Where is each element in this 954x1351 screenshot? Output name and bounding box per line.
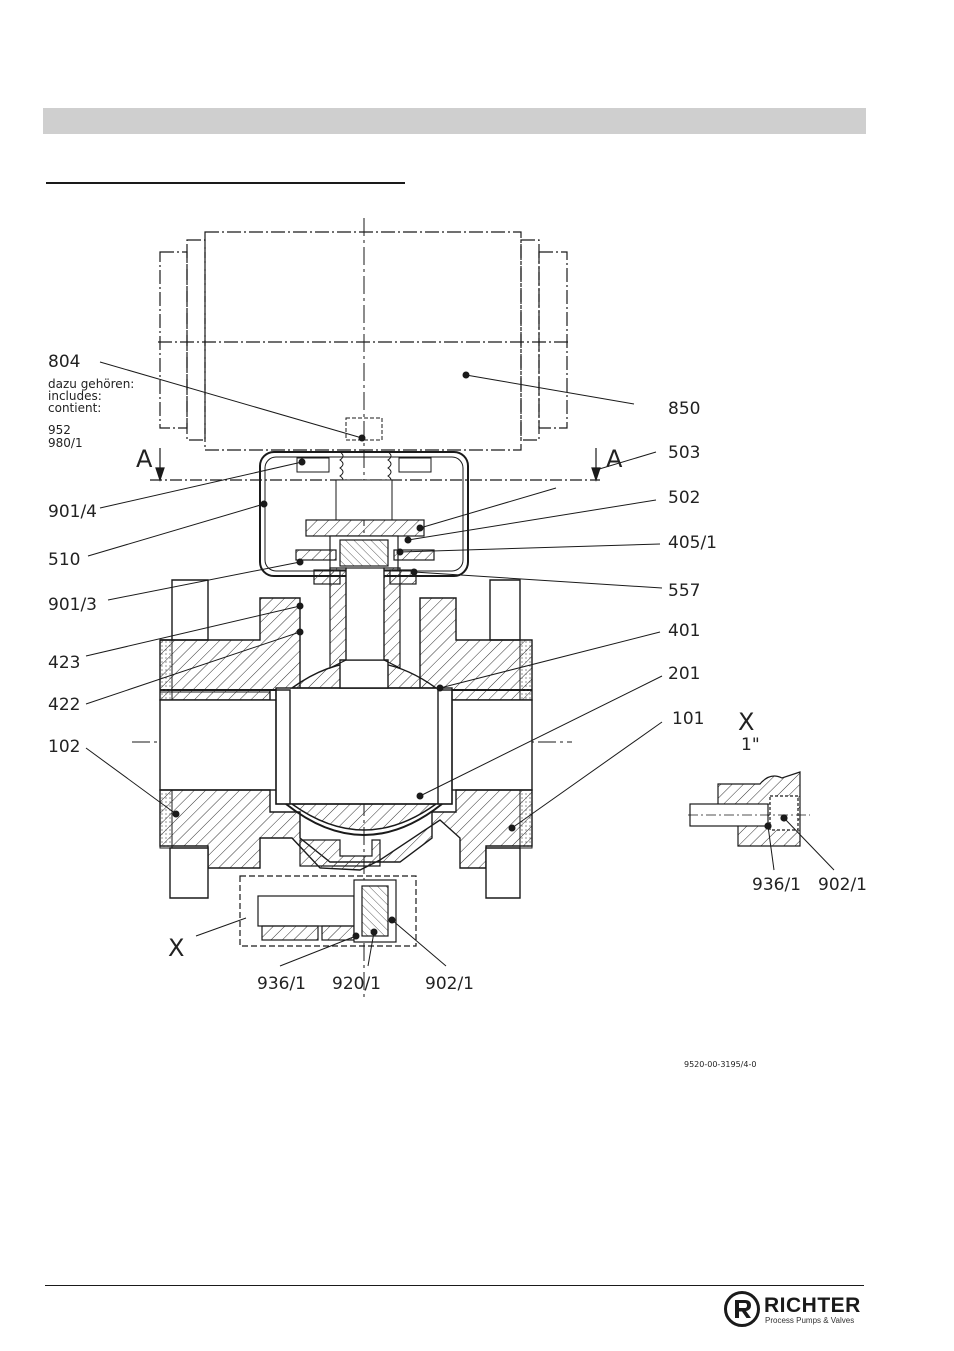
label-936-1-detail: 936/1 xyxy=(752,875,801,895)
label-902-1-detail: 902/1 xyxy=(818,875,867,895)
ball xyxy=(276,660,452,835)
label-422: 422 xyxy=(48,695,81,715)
label-401: 401 xyxy=(668,621,701,641)
label-detail-x-title: X xyxy=(738,708,755,736)
label-980-1: 980/1 xyxy=(48,436,83,450)
label-102: 102 xyxy=(48,737,81,757)
label-includes-fr: contient: xyxy=(48,401,102,415)
actuator-outline xyxy=(158,232,568,450)
label-901-4: 901/4 xyxy=(48,502,97,522)
footer-rule xyxy=(45,1285,864,1286)
label-936-1-bottom: 936/1 xyxy=(257,974,306,994)
label-101: 101 xyxy=(672,709,705,729)
richter-logo xyxy=(724,1290,864,1328)
label-502: 502 xyxy=(668,488,701,508)
label-804: 804 xyxy=(48,352,81,372)
label-section-a-left: A xyxy=(136,445,153,473)
label-includes-de: dazu gehören: xyxy=(48,377,135,391)
label-includes-en: includes: xyxy=(48,389,102,403)
label-850: 850 xyxy=(668,399,701,419)
label-901-3: 901/3 xyxy=(48,595,97,615)
drawing-number: 9520-00-3195/4-0 xyxy=(684,1060,757,1069)
label-405-1: 405/1 xyxy=(668,533,717,553)
stem xyxy=(330,568,400,668)
label-503: 503 xyxy=(668,443,701,463)
label-detail-x-size: 1" xyxy=(741,735,760,755)
label-510: 510 xyxy=(48,550,81,570)
richter-logo-icon xyxy=(724,1291,760,1327)
label-423: 423 xyxy=(48,653,81,673)
detail-x-drawing xyxy=(688,772,834,870)
label-557: 557 xyxy=(668,581,701,601)
label-section-a-right: A xyxy=(606,445,623,473)
label-952: 952 xyxy=(48,423,71,437)
logo-brand: RICHTER xyxy=(764,1294,861,1317)
label-902-1-bottom: 902/1 xyxy=(425,974,474,994)
logo-tagline: Process Pumps & Valves xyxy=(765,1316,855,1325)
label-201: 201 xyxy=(668,664,701,684)
label-x-marker: X xyxy=(168,934,185,962)
label-920-1-bottom: 920/1 xyxy=(332,974,381,994)
